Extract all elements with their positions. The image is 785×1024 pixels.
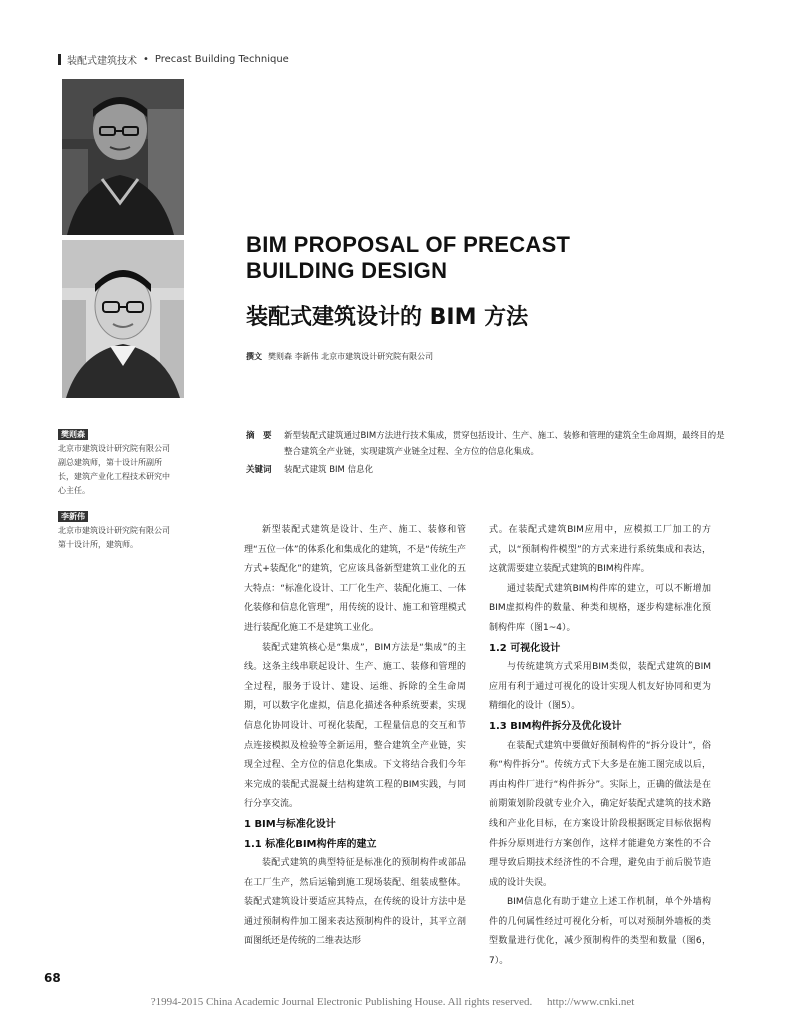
keywords-label: 关键词 (246, 465, 272, 475)
author-bio-1 (58, 428, 198, 498)
body-column-left (244, 521, 466, 952)
author-photo-1 (62, 79, 184, 235)
footer-copyright: ?1994-2015 China Academic Journal Electronic Publishing House. All rights reserved. (150, 996, 533, 1008)
byline-label: 撰文 (246, 352, 262, 361)
header-bar-icon (58, 54, 61, 65)
body-paragraph: 装配式建筑的典型特征是标准化的预制构件或部品在工厂生产，然后运输到施工现场装配、组装成整体。装配式建筑设计要适应其特点，在传统的设计方法中是通过预制构件加工图来表达预制构件的设计，其平立剖面图纸还是传统的二维表达形 (244, 858, 466, 947)
bio-line: 长，建筑产业化工程技术研究中 (58, 472, 170, 481)
bio-line: 北京市建筑设计研究院有限公司 (58, 444, 170, 453)
body-paragraph: 装配式建筑核心是“集成”，BIM方法是“集成”的主线。这条主线串联起设计、生产、施工、装修和管理的全过程，服务于设计、建设、运维、拆除的全生命周期，可以数字化虚拟，信息化描述各种系统要素，实现信息化协同设计、可视化装配，工程量信息的交互和节点连接模拟及检验等全新运用，整合建筑全产业链，实现全过程、全方位的信息化集成。下文将结合我们今年来完成的装配式混凝土结构建筑工程的BIM实践，与同行分享交流。 (244, 642, 466, 810)
byline (246, 351, 433, 362)
section-heading: 1 BIM与标准化设计 (244, 818, 336, 830)
subsection-heading: 1.2 可视化设计 (489, 642, 561, 654)
body-column-right (489, 521, 711, 972)
footer-url: http://www.cnki.net (547, 996, 635, 1008)
bio-line: 北京市建筑设计研究院有限公司 (58, 526, 170, 535)
body-paragraph: 通过装配式建筑BIM构件库的建立，可以不断增加BIM虚拟构件的数量、种类和规格，逐步构建标准化预制构件库（图1~4）。 (489, 583, 711, 633)
subsection-heading: 1.1 标准化BIM构件库的建立 (244, 838, 377, 850)
body-paragraph: 与传统建筑方式采用BIM类似，装配式建筑的BIM应用有利于通过可视化的设计实现人机友好协同和更为精细化的设计（图5）。 (489, 662, 711, 712)
copyright-footer (0, 996, 785, 1008)
body-paragraph: BIM信息化有助于建立上述工作机制，单个外墙构件的几何属性经过可视化分析，可以对预制外墙板的类型数量进行优化，减少预制构件的类型和数量（图6，7）。 (489, 897, 711, 967)
abstract-label: 摘 要 (246, 431, 272, 441)
bio-line: 副总建筑师，第十设计所副所 (58, 458, 162, 467)
title-english (246, 232, 570, 284)
author-bio-2 (58, 510, 198, 552)
title-chinese: 装配式建筑设计的 BIM 方法 (246, 305, 529, 330)
header-section-cn: 装配式建筑技术 (67, 56, 137, 67)
header-bullet: • (143, 54, 149, 65)
abstract-block (246, 428, 726, 478)
body-paragraph: 在装配式建筑中要做好预制构件的“拆分设计”，俗称“构件拆分”。传统方式下大多是在施工图完成以后，再由构件厂进行“构件拆分”。实际上，正确的做法是在前期策划阶段就专业介入，确定好装配式建筑的技术路线和产业化目标，在方案设计阶段根据既定目标依据构件拆分原则进行方案创作，这样才能避免方案性的不合理导致后期技术经济性的不合理，避免由于前后脱节造成的设计失误。 (489, 740, 711, 888)
keywords-text: 装配式建筑 BIM 信息化 (284, 465, 374, 475)
page-number: 68 (44, 971, 61, 985)
subsection-heading: 1.3 BIM构件拆分及优化设计 (489, 720, 622, 732)
abstract-text: 新型装配式建筑通过BIM方法进行技术集成，贯穿包括设计、生产、施工、装修和管理的建筑全生命周期，最终目的是整合建筑全产业链，实现建筑产业链全过程、全方位的信息化集成。 (284, 431, 725, 457)
title-en-line1: BIM PROPOSAL OF PRECAST (246, 232, 571, 257)
byline-authors: 樊则森 李新伟 北京市建筑设计研究院有限公司 (268, 352, 434, 361)
title-en-line2: BUILDING DESIGN (246, 258, 448, 283)
running-header (58, 52, 289, 67)
author-name-tag: 樊则森 (58, 429, 88, 440)
author-name-tag: 李新伟 (58, 511, 88, 522)
bio-line: 心主任。 (58, 486, 90, 495)
body-paragraph: 新型装配式建筑是设计、生产、施工、装修和管理“五位一体”的体系化和集成化的建筑，不是“传统生产方式+装配化”的建筑，它应该具备新型建筑工业化的五大特点：“标准化设计、工厂化生产、装配化施工、一体化装修和信息化管理”，用传统的设计、施工和管理模式进行装配化施工不是建筑工业化。 (244, 525, 466, 633)
bio-line: 第十设计所，建筑师。 (58, 540, 138, 549)
body-paragraph-continued: 式。在装配式建筑BIM应用中，应模拟工厂加工的方式，以“预制构件模型”的方式来进行系统集成和表达，这就需要建立装配式建筑的BIM构件库。 (489, 525, 711, 575)
header-section-en: Precast Building Technique (154, 54, 289, 65)
author-photo-2 (62, 240, 184, 398)
